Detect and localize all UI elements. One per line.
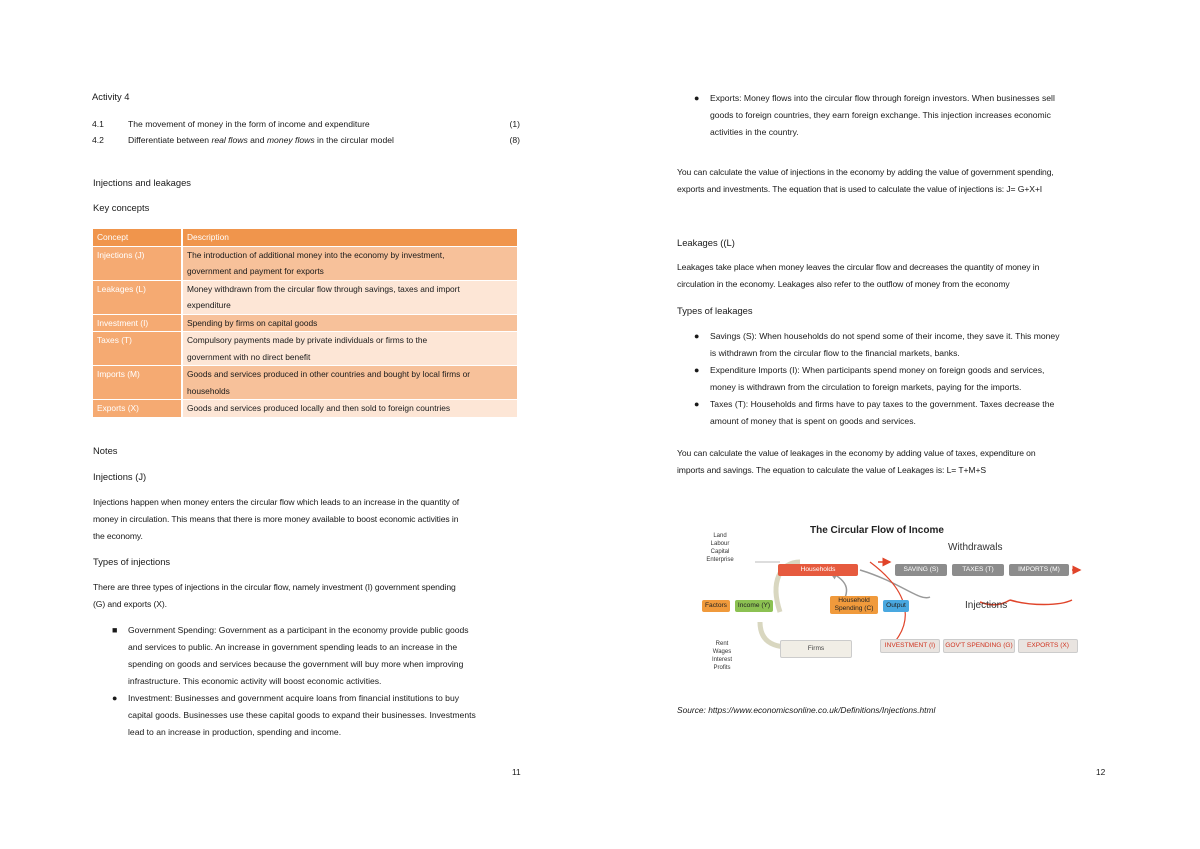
types-of-injections-heading: Types of injections xyxy=(93,556,171,567)
households-box: Households xyxy=(778,564,858,576)
injection-calc-paragraph: You can calculate the value of injections in the economy by adding the value of government spending, exports and investments. The equation that is used to calculate the value of injections is: J= G+X+I xyxy=(677,167,1054,194)
page-12 xyxy=(600,0,1200,849)
bullet-icon: ● xyxy=(694,331,700,341)
bullet-icon: ■ xyxy=(112,625,118,635)
table-row xyxy=(93,247,517,280)
bullet-icon: ● xyxy=(112,693,118,703)
types-paragraph: There are three types of injections in the circular flow, namely investment (I) government spending (G) and exports (X). xyxy=(93,582,456,609)
export-bullet xyxy=(692,90,1112,141)
injections-heading: Injections (J) xyxy=(93,471,147,482)
section-title: Injections and leakages xyxy=(93,177,191,188)
concept-cell: Taxes (T) xyxy=(93,332,181,365)
factors-list: Land Labour Capital Enterprise xyxy=(706,533,734,563)
list-item: ■ Government Spending: Government as a participant in the economy provide public goods and services to public. An increase in government spending leads to an increase in the spending on goods and services because the government will buy more when improving infrastructure. This economic activity will boost economic activities. xyxy=(110,622,530,690)
leakages-paragraph: Leakages take place when money leaves the circular flow and decreases the quantity of money in circulation in the economy. Leakages also refer to the outflow of money from the economy xyxy=(677,262,1040,289)
table-row xyxy=(93,400,517,417)
description-cell: The introduction of additional money into the economy by investment, government and payment for exports xyxy=(181,247,517,280)
concept-cell: Injections (J) xyxy=(93,247,181,280)
concept-cell: Investment (I) xyxy=(93,315,181,332)
table-row xyxy=(93,315,517,332)
description-cell: Money withdrawn from the circular flow through savings, taxes and import expenditure xyxy=(181,281,517,314)
leakage-calc-paragraph: You can calculate the value of leakages in the economy by adding value of taxes, expenditure on imports and savings. The equation to calculate the value of Leakages is: L= T+M+S xyxy=(677,448,1036,475)
factors-box: Factors xyxy=(702,600,730,612)
description-cell: Goods and services produced locally and then sold to foreign countries xyxy=(181,400,517,417)
table-header-row xyxy=(93,229,517,246)
concept-cell: Leakages (L) xyxy=(93,281,181,314)
concept-cell: Exports (X) xyxy=(93,400,181,417)
imports-box: IMPORTS (M) xyxy=(1009,564,1069,576)
table-row xyxy=(93,281,517,314)
item-number: 4.2 xyxy=(92,135,104,145)
leakages-heading: Leakages ((L) xyxy=(677,237,735,248)
injection-bullet-list xyxy=(110,622,530,741)
source-citation: Source: https://www.economicsonline.co.uk/Definitions/Injections.html xyxy=(677,705,936,715)
item-text: The movement of money in the form of income and expenditure xyxy=(128,119,370,129)
key-concepts-table xyxy=(93,228,517,418)
injections-label: Injections xyxy=(965,600,1008,611)
key-concepts-heading: Key concepts xyxy=(93,202,150,213)
firms-box: Firms xyxy=(780,640,852,658)
types-of-leakages-heading: Types of leakages xyxy=(677,305,753,316)
circular-flow-diagram xyxy=(700,522,1085,687)
income-box: Income (Y) xyxy=(735,600,773,612)
list-item: ● Exports: Money flows into the circular flow through foreign investors. When businesses sell goods to foreign countries, they earn foreign exchange. This injection increases economic activities in the country. xyxy=(692,90,1112,141)
notes-heading: Notes xyxy=(93,445,118,456)
rewards-list: Rent Wages Interest Profits xyxy=(711,641,732,671)
activity-title: Activity 4 xyxy=(92,91,130,102)
list-item: ● Taxes (T): Households and firms have to pay taxes to the government. Taxes decrease the amount of money that is spent on goods and services. xyxy=(692,396,1112,430)
household-spending-box: Household Spending (C) xyxy=(830,596,878,614)
description-cell: Compulsory payments made by private individuals or firms to the government with no direct benefit xyxy=(181,332,517,365)
description-cell: Goods and services produced in other countries and bought by local firms or households xyxy=(181,366,517,399)
gov-spending-box: GOV'T SPENDING (G) xyxy=(943,639,1015,653)
header-concept: Concept xyxy=(93,229,181,246)
header-description: Description xyxy=(181,229,517,246)
savings-box: SAVING (S) xyxy=(895,564,947,576)
output-box: Output xyxy=(883,600,909,612)
list-item: ● Investment: Businesses and government acquire loans from financial institutions to buy capital goods. Businesses use these capital goods to expand their businesses. Investments lead to an increase in production, spending and income. xyxy=(110,690,530,741)
item-marks: (8) xyxy=(509,135,520,145)
bullet-icon: ● xyxy=(694,399,700,409)
investment-box: INVESTMENT (I) xyxy=(880,639,940,653)
diagram-title: The Circular Flow of Income xyxy=(810,525,944,536)
item-text: Differentiate between real flows and money flows in the circular model xyxy=(128,135,394,145)
table-row xyxy=(93,366,517,399)
item-number: 4.1 xyxy=(92,119,104,129)
leakage-bullet-list xyxy=(692,328,1112,430)
item-marks: (1) xyxy=(509,119,520,129)
concept-cell: Imports (M) xyxy=(93,366,181,399)
bullet-icon: ● xyxy=(694,93,700,103)
bullet-icon: ● xyxy=(694,365,700,375)
description-cell: Spending by firms on capital goods xyxy=(181,315,517,332)
list-item: ● Savings (S): When households do not spend some of their income, they save it. This money is withdrawn from the circular flow to the financial markets, banks. xyxy=(692,328,1112,362)
list-item: ● Expenditure Imports (I): When participants spend money on foreign goods and services, money is withdrawn from the circulation to foreign markets, paying for the imports. xyxy=(692,362,1112,396)
table-row xyxy=(93,332,517,365)
page-number: 12 xyxy=(1096,767,1106,777)
page-number: 11 xyxy=(512,767,521,777)
withdrawals-label: Withdrawals xyxy=(948,542,1003,553)
injections-paragraph: Injections happen when money enters the circular flow which leads to an increase in the quantity of money in circulation. This means that there is more money available to boost economic activities in the economy. xyxy=(93,497,460,541)
taxes-box: TAXES (T) xyxy=(952,564,1004,576)
exports-box: EXPORTS (X) xyxy=(1018,639,1078,653)
